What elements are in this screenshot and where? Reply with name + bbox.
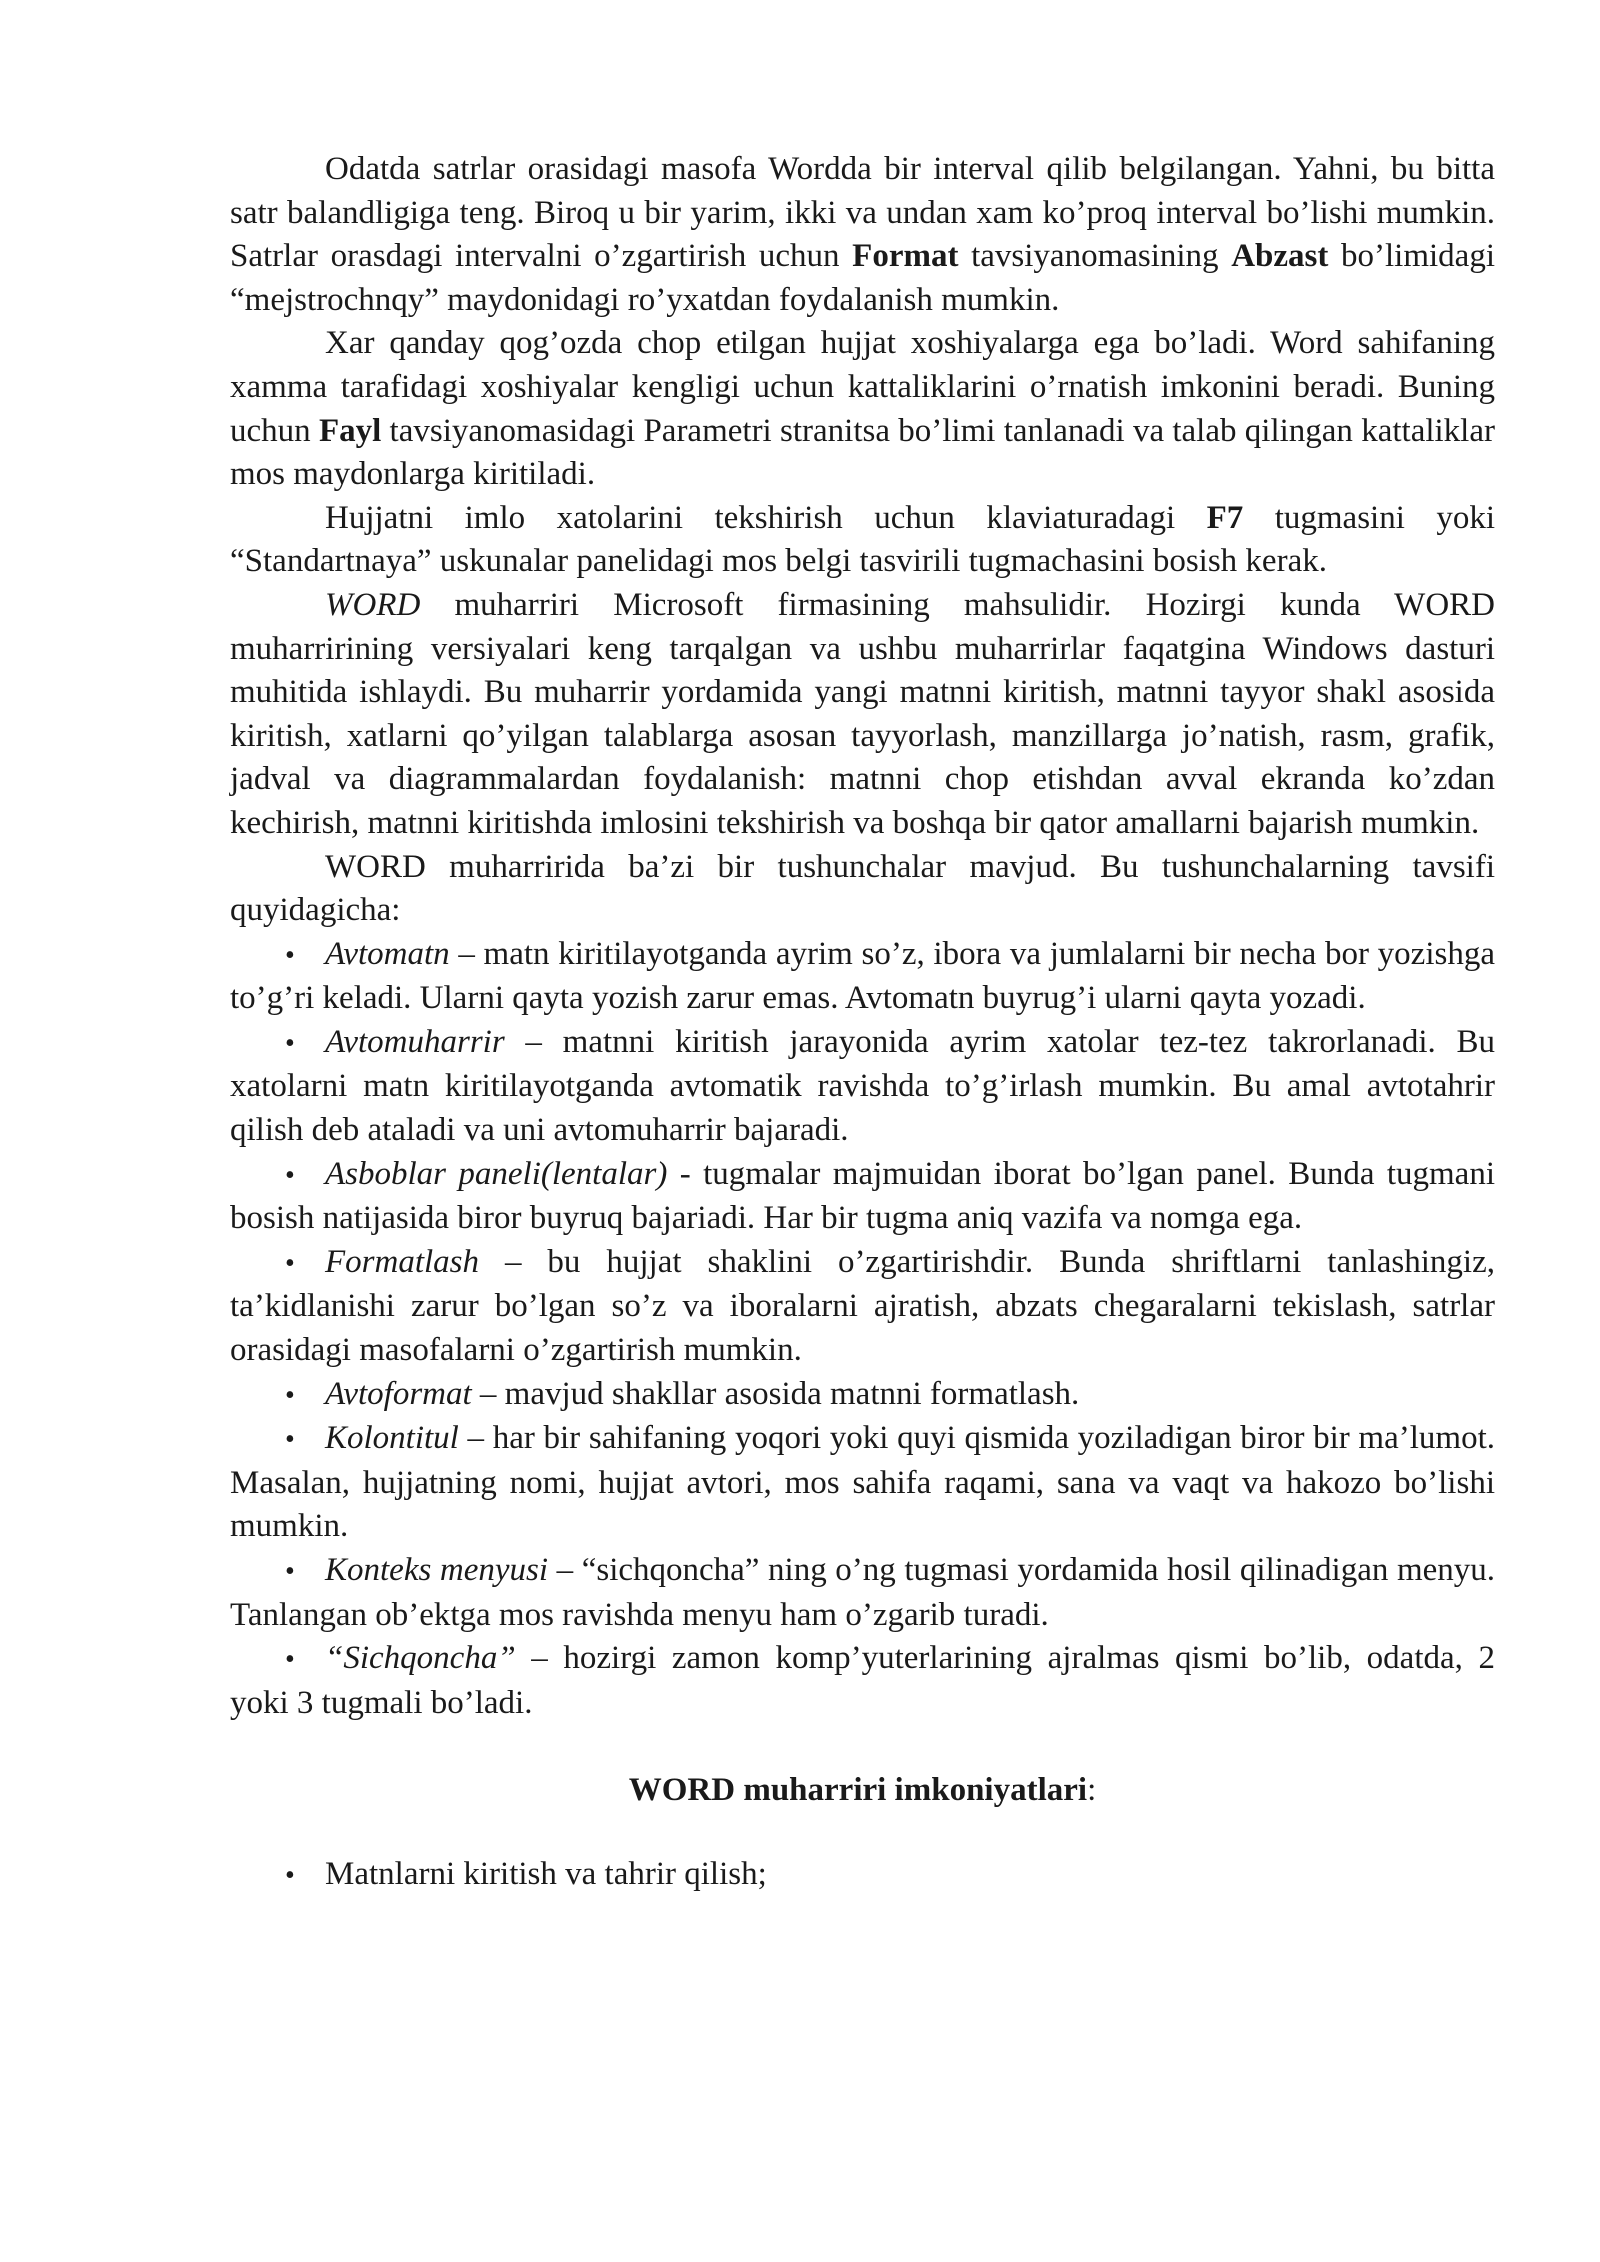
paragraph-margins (230, 322, 1495, 496)
paragraph-word-editor (230, 584, 1495, 846)
list-item (230, 1021, 1495, 1153)
list-desc: – hozirgi zamon komp’yuterlarining ajralmas qismi bo’lib, odatda, 2 yoki 3 tugmali bo’ladi. (230, 1640, 1495, 1721)
bullet-icon: • (285, 1644, 295, 1676)
list-desc: – matnni kiritish jarayonida ayrim xatolar tez-tez takrorlanadi. Bu xatolarni matn kiritilayotganda avtomatik ravishda to’g’irlash mumkin. Bu amal avtotahrir qilish deb ataladi va uni avtomuharrir bajaradi. (230, 1023, 1495, 1149)
list-desc: – “sichqoncha” ning o’ng tugmasi yordamida hosil qilinadigan menyu. Tanlangan ob’ektga mos ravishda menyu ham o’zgarib turadi. (230, 1552, 1496, 1633)
list-desc: – bu hujjat shaklini o’zgartirishdir. Bunda shriftlarni tanlashingiz, ta’kidlanishi zarur bo’lgan so’z va iboralarni ajratish, abzats chegaralarni tekislash, satrlar orasidagi masofalarni o’zgartirish mumkin. (230, 1243, 1495, 1369)
list-desc: – har bir sahifaning yoqori yoki quyi qismida yoziladigan biror bir ma’lumot. Masalan, hujjatning nomi, hujjat avtori, mos sahifa raqami, sana va vaqt va hakozo bo’lishi mumkin. (230, 1420, 1495, 1545)
heading-text: WORD muharriri imkoniyatlari (628, 1772, 1088, 1809)
text-run: Xar qanday qog’ozda chop etilgan hujjat xoshiyalarga ega bo’ladi. Word sahifaning xamma tarafidagi xoshiyalar kengligi uchun kattaliklarini o’rnatish imkonini beradi. Buning uchun (230, 325, 1495, 449)
bullet-icon: • (285, 1159, 295, 1191)
italic-term-word: WORD (325, 586, 421, 623)
document-page (230, 148, 1495, 1898)
text-run: WORD muharririda ba’zi bir tushunchalar mavjud. Bu tushunchalarning tavsifi quyidagicha: (230, 848, 1495, 929)
list-term: “Sichqoncha” (325, 1640, 516, 1677)
list-item (230, 1241, 1495, 1373)
bullet-icon: • (285, 939, 295, 971)
text-run: Hujjatni imlo xatolarini tekshirish uchun klaviaturadagi (325, 499, 1207, 536)
bullet-icon: • (285, 1859, 295, 1891)
bullet-icon: • (285, 1379, 295, 1411)
text-run: tugmasini yoki “Standartnaya” uskunalar panelidagi mos belgi tasvirili tugmachasini bosish kerak. (230, 499, 1495, 580)
list-item (230, 1549, 1495, 1637)
list-item (230, 1417, 1495, 1549)
list-term: Kolontitul (325, 1420, 459, 1457)
capability-item (230, 1853, 1495, 1898)
text-run: Odatda satrlar orasidagi masofa Wordda bir interval qilib belgilangan. Yahni, bu bitta satr balandligiga teng. Biroq u bir yarim, ikki va undan xam ko’proq interval bo’lishi mumkin. Satrlar orasdagi intervalni o’zgartirish uchun (230, 151, 1495, 275)
text-run: tavsiyanomasidagi Parametri stranitsa bo’limi tanlanadi va talab qilingan kattaliklar mos maydonlarga kiritiladi. (230, 412, 1495, 493)
list-term: Avtomatn (325, 935, 450, 972)
paragraph-concepts-intro (230, 846, 1495, 933)
bold-term-format: Format (852, 238, 959, 275)
paragraph-line-spacing (230, 148, 1495, 322)
list-term: Avtoformat (325, 1375, 472, 1412)
section-heading (230, 1769, 1495, 1813)
list-desc: – matn kiritilayotganda ayrim so’z, ibora va jumlalarni bir necha bor yozishga to’g’ri keladi. Ularni qayta yozish zarur emas. Avtomatn buyrug’i ularni qayta yozadi. (230, 935, 1495, 1017)
bullet-icon: • (285, 1027, 295, 1059)
list-desc: - tugmalar majmuidan iborat bo’lgan panel. Bunda tugmani bosish natijasida biror buyruq bajariadi. Har bir tugma aniq vazifa va nomga ega. (230, 1155, 1496, 1237)
heading-colon: : (1087, 1772, 1097, 1809)
list-term: Avtomuharrir (325, 1023, 505, 1060)
paragraph-spellcheck (230, 497, 1495, 584)
bullet-icon: • (285, 1424, 295, 1456)
bullet-icon: • (285, 1247, 295, 1279)
list-item (230, 1637, 1495, 1725)
list-term: Formatlash (325, 1243, 480, 1280)
list-term: Konteks menyusi (325, 1552, 549, 1588)
text-run: muharriri Microsoft firmasining mahsulidir. Hozirgi kunda WORD muharririning versiyalari keng tarqalgan va ushbu muharrirlar faqatgina Windows dasturi muhitida ishlaydi. Bu muharrir yordamida yangi matnni kiritish, matnni tayyor shakl asosida kiritish, xatlarni qo’yilgan talablarga asosan tayyorlash, manzillarga jo’natish, rasm, grafik, jadval va diagrammalardan foydalanish: matnni chop etishdan avval ekranda ko’zdan kechirish, matnni kiritishda imlosini tekshirish va boshqa bir qator amallarni bajarish mumkin. (230, 586, 1495, 841)
list-item (230, 1153, 1495, 1241)
list-desc: – mavjud shakllar asosida matnni formatlash. (471, 1375, 1080, 1412)
bold-term-f7: F7 (1206, 499, 1244, 536)
bold-term-fayl: Fayl (318, 412, 382, 449)
list-item (230, 1373, 1495, 1418)
list-term: Asboblar paneli(lentalar) (325, 1155, 668, 1192)
capability-text: Matnlarni kiritish va tahrir qilish; (325, 1855, 767, 1892)
text-run: bo’limidagi “mejstrochnqy” maydonidagi ro’yxatdan foydalanish mumkin. (230, 238, 1495, 318)
text-run: tavsiyanomasining (958, 238, 1232, 275)
list-item (230, 933, 1495, 1021)
bold-term-abzast: Abzast (1231, 238, 1329, 275)
bullet-icon: • (285, 1556, 295, 1587)
